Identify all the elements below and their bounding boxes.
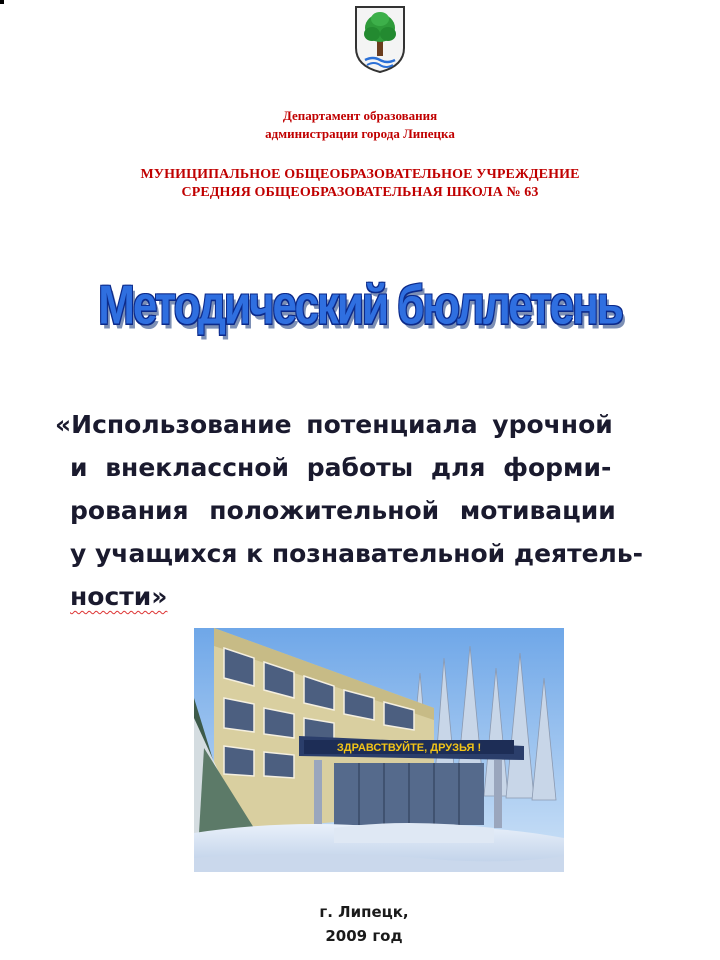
school-type: МУНИЦИПАЛЬНОЕ ОБЩЕОБРАЗОВАТЕЛЬНОЕ УЧРЕЖДЕНИЕ	[140, 167, 580, 182]
city-coat-of-arms-tree-icon	[353, 4, 407, 74]
school-header	[0, 166, 720, 202]
administration-name: администрации города Липецка	[265, 126, 455, 141]
page-title: Методический бюллетень	[98, 274, 622, 336]
publication-city: г. Липецк,	[319, 903, 409, 921]
entrance-sign-text: ЗДРАВСТВУЙТЕ, ДРУЗЬЯ !	[336, 742, 482, 754]
school-building-photo	[194, 628, 564, 872]
publication-year: 2009 год	[325, 927, 403, 945]
subtitle-line-5: ности»	[70, 582, 168, 611]
subtitle-line-3: рования положительной мотивации	[70, 496, 616, 525]
subtitle-line-1: «Использование потенциала урочной	[55, 410, 613, 439]
department-name: Департамент образования	[282, 108, 438, 123]
school-name: СРЕДНЯЯ ОБЩЕОБРАЗОВАТЕЛЬНАЯ ШКОЛА № 63	[181, 185, 539, 200]
bulletin-subtitle	[55, 403, 675, 618]
subtitle-line-2: и внеклассной работы для форми-	[70, 453, 612, 482]
corner-mark	[0, 0, 4, 4]
footer	[0, 900, 720, 948]
department-header	[0, 107, 720, 143]
subtitle-line-4: у учащихся к познавательной деятель-	[70, 539, 644, 568]
